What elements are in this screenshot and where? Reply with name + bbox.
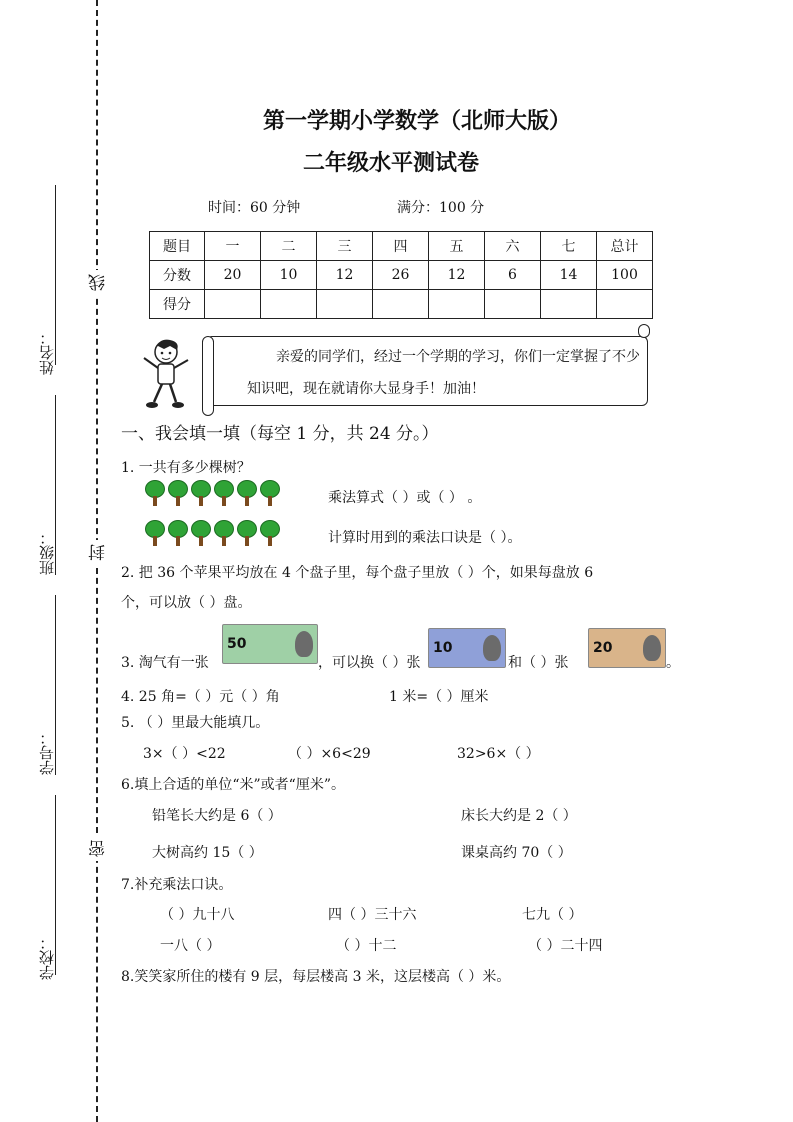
tree-icon — [168, 520, 188, 546]
score-header-cell: 一 — [205, 232, 261, 261]
points-cell: 12 — [429, 261, 485, 290]
cartoon-kid-icon — [140, 336, 192, 412]
q5-b: （ ）×6<29 — [288, 746, 371, 762]
seal-char-line: 线 — [86, 270, 111, 295]
tree-icon — [260, 520, 280, 546]
section-1-heading: 一、我会填一填（每空 1 分，共 24 分。） — [121, 424, 439, 444]
tree-icon — [145, 520, 165, 546]
tree-icon — [237, 480, 257, 506]
class-label: 班级： — [38, 530, 56, 575]
points-cell: 14 — [541, 261, 597, 290]
banknote-50-value: 50 — [227, 636, 247, 652]
points-cell: 12 — [317, 261, 373, 290]
q6-a: 铅笔长大约是 6（ ） — [152, 808, 282, 824]
tree-row-1 — [145, 480, 283, 510]
q1-line-b: 计算时用到的乘法口诀是（ ）。 — [328, 530, 522, 546]
number-label: 学号： — [38, 730, 56, 775]
points-label: 分数 — [150, 261, 205, 290]
got-cell[interactable] — [541, 290, 597, 319]
page-title: 第一学期小学数学（北师大版） — [263, 108, 572, 134]
got-cell[interactable] — [317, 290, 373, 319]
score-header-cell: 五 — [429, 232, 485, 261]
q5-a: 3×（ ）<22 — [143, 746, 226, 762]
q5-text: 5. （ ）里最大能填几。 — [121, 715, 270, 731]
banknote-20-icon — [588, 628, 666, 668]
greeting-line-1: 亲爱的同学们，经过一个学期的学习，你们一定掌握了不少 — [276, 349, 640, 365]
got-cell[interactable] — [261, 290, 317, 319]
q4-part-1: 4. 25 角=（ ）元（ ）角 — [121, 689, 280, 705]
banknote-10-icon — [428, 628, 506, 668]
got-cell[interactable] — [373, 290, 429, 319]
q6-text: 6.填上合适的单位“米”或者“厘米”。 — [121, 777, 345, 793]
school-label: 学校： — [38, 935, 56, 980]
banknote-10-value: 10 — [433, 640, 453, 656]
q2-line-2: 个，可以放（ ）盘。 — [121, 595, 252, 611]
tree-icon — [260, 480, 280, 506]
score-table — [149, 231, 653, 319]
tree-icon — [214, 520, 234, 546]
q1-line-a: 乘法算式（ ）或（ ） 。 — [328, 490, 482, 506]
score-table-got-row — [150, 290, 653, 319]
got-cell[interactable] — [205, 290, 261, 319]
q7-a: （ ）九十八 — [160, 907, 235, 923]
score-header-cell: 二 — [261, 232, 317, 261]
banknote-50-icon — [222, 624, 318, 664]
q3-mid-1: ，可以换（ ）张 — [318, 655, 421, 671]
q7-d: 一八（ ） — [160, 938, 221, 954]
scroll-curl-right — [638, 324, 650, 338]
q7-c: 七九（ ） — [522, 907, 583, 923]
score-header-cell: 总计 — [597, 232, 653, 261]
tree-icon — [168, 480, 188, 506]
score-header-cell: 六 — [485, 232, 541, 261]
q3-mid-2: 和（ ）张 — [508, 655, 569, 671]
score-header-cell: 四 — [373, 232, 429, 261]
exam-time: 时间：60 分钟 — [208, 200, 301, 216]
tree-icon — [191, 520, 211, 546]
got-label: 得分 — [150, 290, 205, 319]
q7-e: （ ）十二 — [336, 938, 397, 954]
greeting-line-2: 知识吧，现在就请你大显身手！加油！ — [247, 381, 485, 397]
points-cell: 6 — [485, 261, 541, 290]
q3-prefix: 3. 淘气有一张 — [121, 655, 209, 671]
got-cell[interactable] — [485, 290, 541, 319]
q2-line-1: 2. 把 36 个苹果平均放在 4 个盘子里，每个盘子里放（ ）个，如果每盘放 6 — [121, 565, 594, 581]
points-cell: 100 — [597, 261, 653, 290]
tree-icon — [191, 480, 211, 506]
score-header-cell: 七 — [541, 232, 597, 261]
tree-row-2 — [145, 520, 283, 550]
tree-icon — [214, 480, 234, 506]
name-label: 姓名： — [38, 330, 56, 375]
q6-c: 大树高约 15（ ） — [152, 845, 263, 861]
q6-d: 课桌高约 70（ ） — [461, 845, 572, 861]
q1-text: 1. 一共有多少棵树？ — [121, 460, 251, 476]
q7-b: 四（ ）三十六 — [328, 907, 417, 923]
got-cell[interactable] — [597, 290, 653, 319]
tree-icon — [145, 480, 165, 506]
points-cell: 26 — [373, 261, 429, 290]
got-cell[interactable] — [429, 290, 485, 319]
q7-f: （ ）二十四 — [528, 938, 603, 954]
seal-char-secret: 密 — [86, 836, 111, 861]
q6-b: 床长大约是 2（ ） — [461, 808, 577, 824]
score-table-header-row — [150, 232, 653, 261]
tree-icon — [237, 520, 257, 546]
points-cell: 20 — [205, 261, 261, 290]
page-subtitle: 二年级水平测试卷 — [303, 150, 480, 176]
q7-text: 7.补充乘法口诀。 — [121, 877, 233, 893]
q4-part-2: 1 米=（ ）厘米 — [389, 689, 489, 705]
banknote-20-value: 20 — [593, 640, 613, 656]
score-header-cell: 三 — [317, 232, 373, 261]
seal-char-seal: 封 — [86, 540, 111, 565]
q8-text: 8.笑笑家所住的楼有 9 层，每层楼高 3 米，这层楼高（ ）米。 — [121, 969, 511, 985]
scroll-curl-left — [202, 336, 214, 416]
q3-end: 。 — [666, 655, 680, 671]
q5-c: 32>6×（ ） — [457, 746, 540, 762]
score-header-cell: 题目 — [150, 232, 205, 261]
exam-full-score: 满分：100 分 — [397, 200, 485, 216]
score-table-points-row — [150, 261, 653, 290]
points-cell: 10 — [261, 261, 317, 290]
